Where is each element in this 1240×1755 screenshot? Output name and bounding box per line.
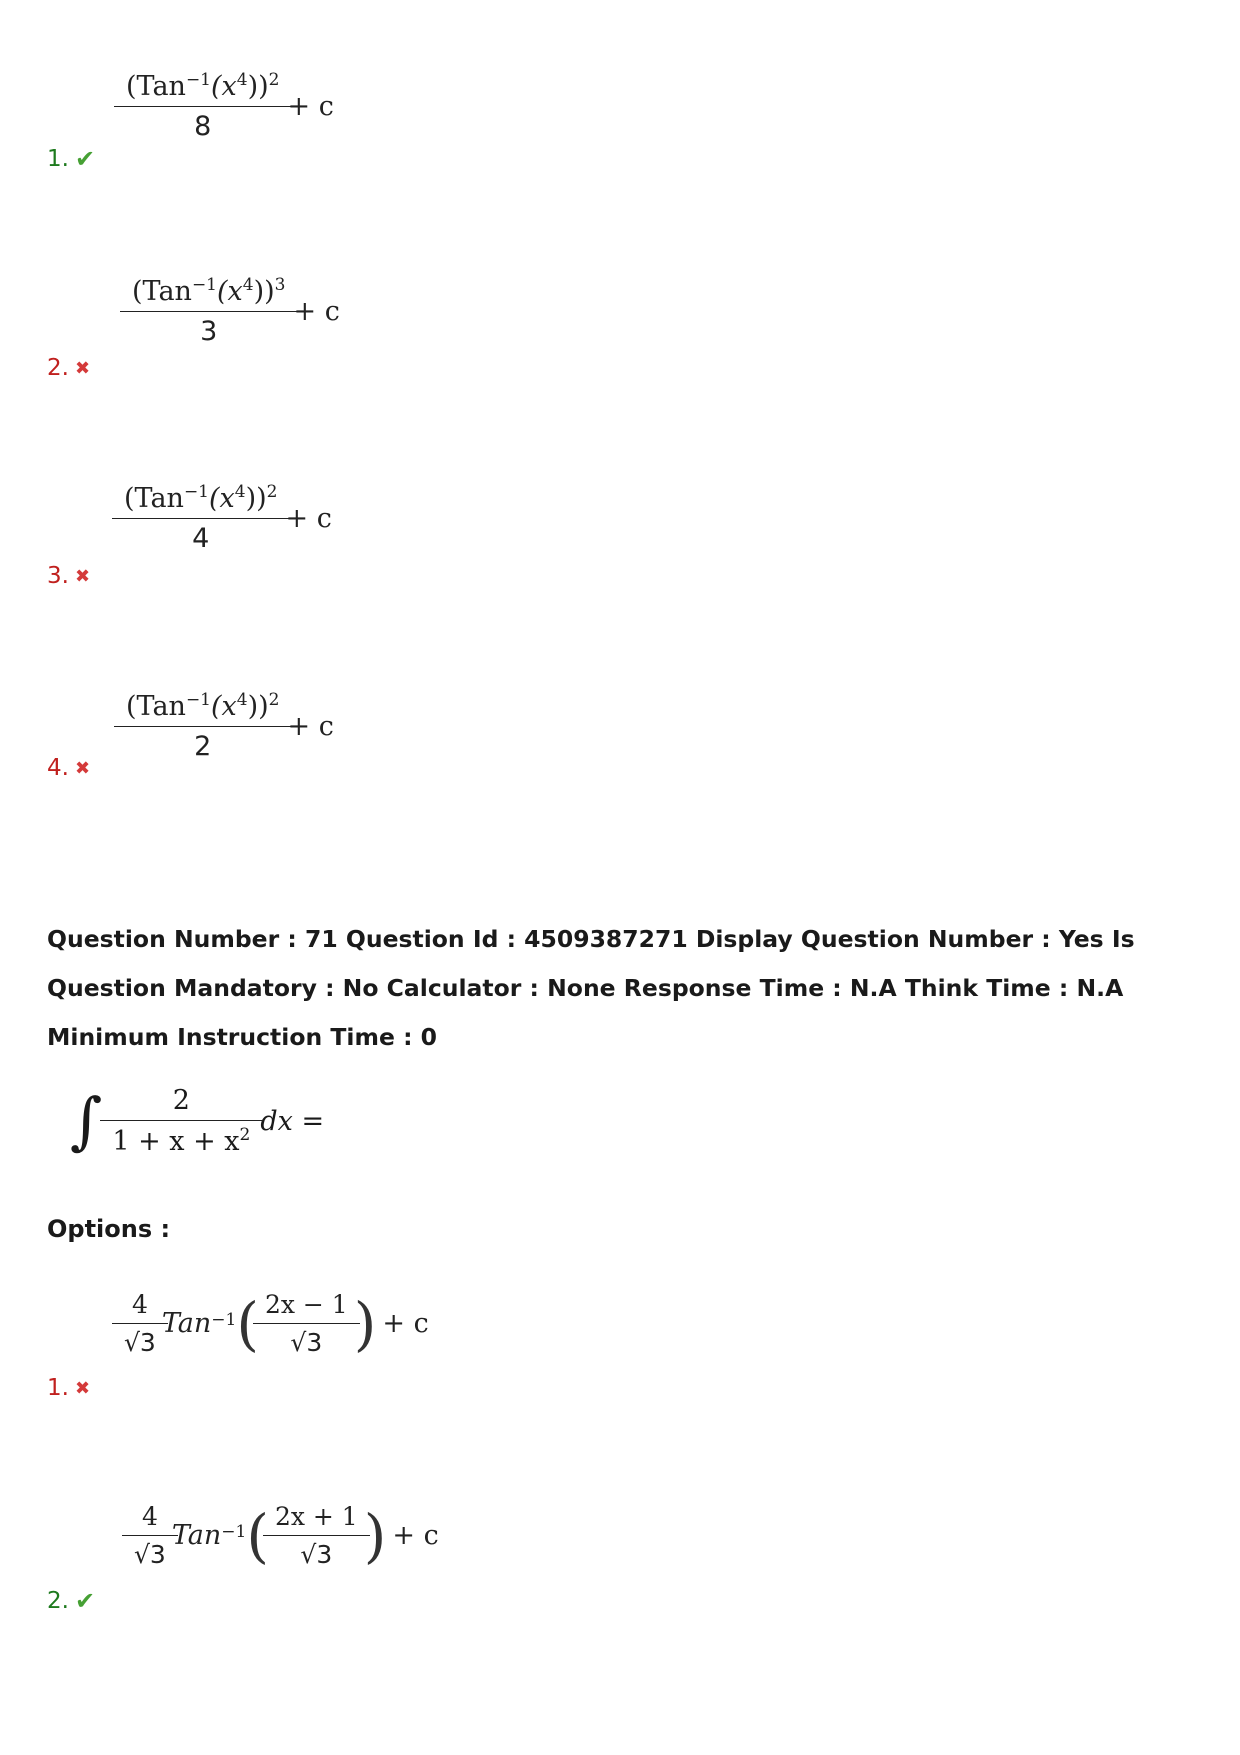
check-icon: ✔ xyxy=(74,1587,96,1615)
cross-icon: ✖ xyxy=(74,757,91,779)
options-label: Options : xyxy=(47,1215,171,1243)
prev-option-1-formula: $\frac{(Tan^{-1}(x^4))^2}{8}$ + c xyxy=(120,70,334,142)
option-2-number: 2. ✔ xyxy=(47,1587,96,1615)
prev-option-3-number: 3. ✖ xyxy=(47,563,91,589)
option-1-number: 1. ✖ xyxy=(47,1375,91,1401)
cross-icon: ✖ xyxy=(74,565,91,587)
prev-option-4-formula: $\frac{(Tan^{-1}(x^4))^2}{2}$ + c xyxy=(120,690,334,762)
cross-icon: ✖ xyxy=(74,357,91,379)
option-1-formula: $\frac{4}{√3}$ Tan −1 ( $\frac{2x - 1}{√3}$ ) + c xyxy=(118,1290,429,1357)
option-2-formula: $\frac{4}{√3}$ Tan −1 ( $\frac{2x + 1}{√3}$ ) + c xyxy=(128,1502,439,1569)
prev-option-3-formula: $\frac{(Tan^{-1}(x^4))^2}{4}$ + c xyxy=(118,482,332,554)
cross-icon: ✖ xyxy=(74,1377,91,1399)
integrand-denominator: 1 + x + x xyxy=(112,1126,240,1157)
prev-option-4-number: 4. ✖ xyxy=(47,755,91,781)
question-integral: ∫ $\frac{2}{1 + x + x^2}$ dx = xyxy=(70,1084,325,1157)
prev-option-2-number: 2. ✖ xyxy=(47,355,91,381)
integrand-numerator: 2 xyxy=(172,1085,190,1116)
prev-option-2-formula: $\frac{(Tan^{-1}(x^4))^3}{3}$ + c xyxy=(126,275,340,347)
question-meta: Question Number : 71 Question Id : 4509387271 Display Question Number : Yes Is Question Mandatory : No Calculator : None Response Time : N.A Think Time : N.A Minimum Instruction Time : 0 xyxy=(47,925,1135,1051)
check-icon: ✔ xyxy=(74,145,96,173)
prev-option-1-number: 1. ✔ xyxy=(47,145,96,173)
integral-sign: ∫ xyxy=(70,1084,103,1157)
integrand-suffix: dx = xyxy=(260,1105,325,1137)
